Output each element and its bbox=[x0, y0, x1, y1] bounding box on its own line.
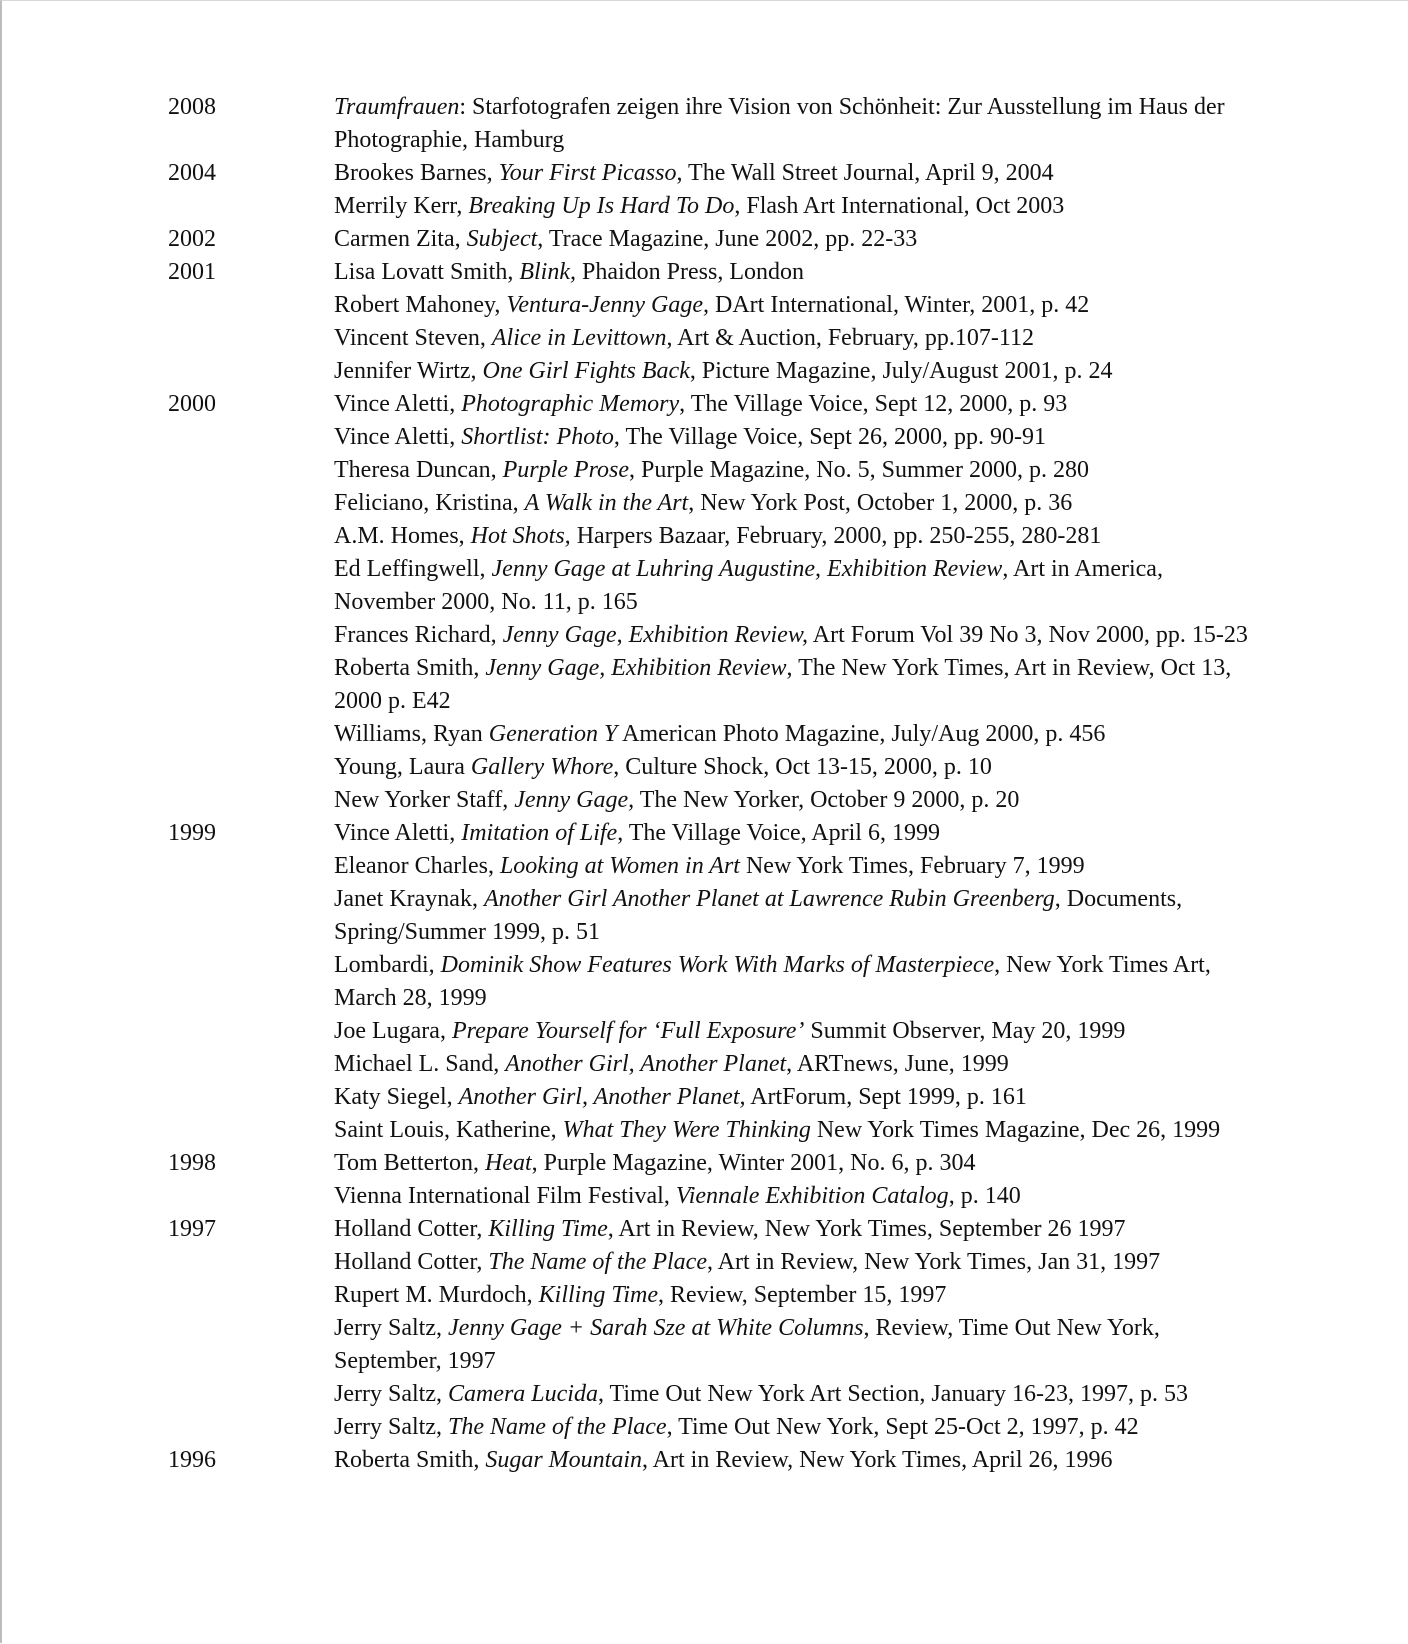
citation-text: , Review, Time Out New York, September, 1997 bbox=[334, 1315, 1160, 1374]
citation-text: , Art in Review, New York Times, Jan 31, 1997 bbox=[706, 1249, 1161, 1275]
entry-citation bbox=[334, 223, 1254, 256]
citation-text: , Flash Art International, Oct 2003 bbox=[734, 193, 1065, 219]
bibliography-entry bbox=[168, 388, 1268, 421]
entry-citation bbox=[334, 91, 1254, 157]
citation-text: Phaidon Press, London bbox=[575, 259, 804, 285]
bibliography-entry bbox=[168, 256, 1268, 289]
entry-citation bbox=[334, 487, 1254, 520]
bibliography-entry bbox=[168, 1147, 1268, 1180]
citation-text: , Purple Magazine, No. 5, Summer 2000, p. 280 bbox=[629, 457, 1089, 483]
citation-title: A Walk in the Art bbox=[524, 490, 689, 516]
entry-citation bbox=[334, 850, 1254, 883]
citation-text: Jerry Saltz, bbox=[334, 1315, 448, 1341]
citation-text: , Art & Auction, February, pp.107-112 bbox=[666, 325, 1035, 351]
citation-title: Killing Time bbox=[538, 1282, 659, 1308]
citation-text: , The Wall Street Journal, April 9, 2004 bbox=[676, 160, 1054, 186]
citation-text: , Purple Magazine, Winter 2001, No. 6, p. 304 bbox=[531, 1150, 976, 1176]
entry-citation bbox=[334, 1444, 1254, 1477]
citation-text: Brookes Barnes, bbox=[334, 160, 499, 186]
bibliography-entry bbox=[168, 1081, 1268, 1114]
entry-year: 2002 bbox=[168, 226, 216, 252]
citation-title: The Name of the Place bbox=[488, 1249, 707, 1275]
bibliography-list bbox=[168, 91, 1268, 1477]
entry-citation bbox=[334, 355, 1254, 388]
citation-text: Vince Aletti, bbox=[334, 820, 462, 846]
citation-title: Exhibition Review, bbox=[628, 622, 809, 648]
citation-text: Vince Aletti, bbox=[334, 391, 462, 417]
entry-citation bbox=[334, 190, 1254, 223]
citation-text: Young, Laura bbox=[334, 754, 471, 780]
bibliography-entry bbox=[168, 223, 1268, 256]
citation-text: Janet Kraynak, bbox=[334, 886, 484, 912]
citation-title: Alice in Levittown bbox=[491, 325, 667, 351]
citation-title: Hot Shots, bbox=[470, 523, 571, 549]
citation-text: Roberta Smith, bbox=[334, 655, 486, 681]
entry-citation bbox=[334, 553, 1254, 619]
citation-text: Ed Leffingwell, bbox=[334, 556, 492, 582]
entry-citation bbox=[334, 454, 1254, 487]
citation-text: Frances Richard, bbox=[334, 622, 503, 648]
citation-title: Purple Prose bbox=[502, 457, 630, 483]
entry-citation bbox=[334, 1378, 1254, 1411]
citation-text: Roberta Smith, bbox=[334, 1447, 486, 1473]
entry-year: 2001 bbox=[168, 259, 216, 285]
bibliography-entry bbox=[168, 1015, 1268, 1048]
citation-text: : Starfotografen zeigen ihre Vision von Schönheit: Zur Ausstellung im Haus der Photographie, Hamburg bbox=[334, 94, 1225, 153]
citation-text: DArt International, Winter, 2001, p. 42 bbox=[709, 292, 1090, 318]
entry-citation bbox=[334, 718, 1254, 751]
bibliography-entry bbox=[168, 1114, 1268, 1147]
bibliography-entry bbox=[168, 91, 1268, 157]
citation-text: The New Yorker, October 9 2000, p. 20 bbox=[634, 787, 1020, 813]
citation-text: , Trace Magazine, June 2002, pp. 22-33 bbox=[537, 226, 918, 252]
entry-citation bbox=[334, 1048, 1254, 1081]
entry-year: 1996 bbox=[168, 1447, 216, 1473]
citation-title: Camera Lucida bbox=[447, 1381, 598, 1407]
entry-year: 1997 bbox=[168, 1216, 216, 1242]
citation-text: Rupert M. Murdoch, bbox=[334, 1282, 539, 1308]
entry-citation bbox=[334, 1279, 1254, 1312]
citation-title: Traumfrauen bbox=[334, 94, 460, 120]
citation-text: , Time Out New York, Sept 25-Oct 2, 1997, p. 42 bbox=[666, 1414, 1139, 1440]
bibliography-entry bbox=[168, 751, 1268, 784]
citation-title: Your First Picasso bbox=[498, 160, 677, 186]
entry-year: 2004 bbox=[168, 160, 216, 186]
citation-title: Another Girl, Another Planet, bbox=[458, 1084, 746, 1110]
citation-title: Prepare Yourself for ‘Full Exposure’ bbox=[451, 1018, 805, 1044]
citation-text: , The New York Times, Art in Review, Oct 13, 2000 p. E42 bbox=[334, 655, 1232, 714]
citation-title: Killing Time bbox=[488, 1216, 608, 1242]
citation-text: Art Forum Vol 39 No 3, Nov 2000, pp. 15-23 bbox=[808, 622, 1248, 648]
citation-text: , New York Times Art, March 28, 1999 bbox=[334, 952, 1211, 1011]
entry-year: 2000 bbox=[168, 391, 216, 417]
citation-title: The Name of the Place bbox=[447, 1414, 667, 1440]
bibliography-entry bbox=[168, 1213, 1268, 1246]
citation-text: Merrily Kerr, bbox=[334, 193, 469, 219]
bibliography-entry bbox=[168, 289, 1268, 322]
entry-year: 2008 bbox=[168, 94, 216, 120]
citation-text: Katy Siegel, bbox=[334, 1084, 459, 1110]
entry-citation bbox=[334, 883, 1254, 949]
entry-citation bbox=[334, 619, 1254, 652]
entry-citation bbox=[334, 1246, 1254, 1279]
bibliography-entry bbox=[168, 487, 1268, 520]
citation-text: , The Village Voice, Sept 12, 2000, p. 93 bbox=[679, 391, 1068, 417]
entry-citation bbox=[334, 1411, 1254, 1444]
citation-text: New York Times Magazine, Dec 26, 1999 bbox=[810, 1117, 1221, 1143]
citation-title: Sugar Mountain bbox=[485, 1447, 642, 1473]
citation-text: Holland Cotter, bbox=[334, 1216, 489, 1242]
bibliography-entry bbox=[168, 784, 1268, 817]
bibliography-entry bbox=[168, 157, 1268, 190]
bibliography-entry bbox=[168, 1180, 1268, 1213]
citation-title: Another Girl, Another Planet bbox=[505, 1051, 787, 1077]
citation-text: , New York Post, October 1, 2000, p. 36 bbox=[688, 490, 1073, 516]
citation-title: Gallery Whore bbox=[470, 754, 614, 780]
citation-text: , Culture Shock, Oct 13-15, 2000, p. 10 bbox=[613, 754, 992, 780]
entry-citation bbox=[334, 421, 1254, 454]
bibliography-entry bbox=[168, 1411, 1268, 1444]
citation-text: Lombardi, bbox=[334, 952, 441, 978]
citation-text: Saint Louis, Katherine, bbox=[334, 1117, 563, 1143]
entry-citation bbox=[334, 256, 1254, 289]
bibliography-entry bbox=[168, 1048, 1268, 1081]
citation-title: Subject bbox=[466, 226, 538, 252]
citation-title: Shortlist: Photo bbox=[461, 424, 614, 450]
citation-text: American Photo Magazine, July/Aug 2000, p. 456 bbox=[617, 721, 1106, 747]
entry-citation bbox=[334, 1081, 1254, 1114]
citation-text: Williams, Ryan bbox=[334, 721, 489, 747]
citation-text: Vince Aletti, bbox=[334, 424, 462, 450]
entry-citation bbox=[334, 949, 1254, 1015]
citation-text: Carmen Zita, bbox=[334, 226, 467, 252]
citation-text: , p. 140 bbox=[948, 1183, 1021, 1209]
citation-text: Jerry Saltz, bbox=[334, 1414, 448, 1440]
citation-text: Michael L. Sand, bbox=[334, 1051, 506, 1077]
citation-title: Jenny Gage bbox=[502, 622, 617, 648]
citation-text: Vienna International Film Festival, bbox=[334, 1183, 676, 1209]
entry-citation bbox=[334, 784, 1254, 817]
bibliography-entry bbox=[168, 520, 1268, 553]
citation-text: , The Village Voice, Sept 26, 2000, pp. 90-91 bbox=[613, 424, 1046, 450]
bibliography-entry bbox=[168, 817, 1268, 850]
citation-text: , ARTnews, June, 1999 bbox=[786, 1051, 1009, 1077]
entry-citation bbox=[334, 388, 1254, 421]
citation-text: Tom Betterton, bbox=[334, 1150, 485, 1176]
citation-text: New Yorker Staff, bbox=[334, 787, 515, 813]
entry-citation bbox=[334, 157, 1254, 190]
citation-text: Holland Cotter, bbox=[334, 1249, 489, 1275]
citation-text: Eleanor Charles, bbox=[334, 853, 500, 879]
citation-title: Heat bbox=[484, 1150, 532, 1176]
citation-title: Imitation of Life bbox=[461, 820, 618, 846]
bibliography-entry bbox=[168, 1378, 1268, 1411]
entry-citation bbox=[334, 1147, 1254, 1180]
citation-text: Feliciano, Kristina, bbox=[334, 490, 525, 516]
entry-citation bbox=[334, 652, 1254, 718]
citation-text: A.M. Homes, bbox=[334, 523, 471, 549]
citation-text: , bbox=[616, 622, 629, 648]
citation-title: Breaking Up Is Hard To Do bbox=[468, 193, 735, 219]
citation-text: , The Village Voice, April 6, 1999 bbox=[617, 820, 940, 846]
bibliography-entry bbox=[168, 619, 1268, 652]
entry-citation bbox=[334, 520, 1254, 553]
entry-citation bbox=[334, 817, 1254, 850]
bibliography-entry bbox=[168, 1279, 1268, 1312]
entry-citation bbox=[334, 1180, 1254, 1213]
citation-text: Jennifer Wirtz, bbox=[334, 358, 483, 384]
entry-citation bbox=[334, 289, 1254, 322]
bibliography-entry bbox=[168, 652, 1268, 718]
entry-citation bbox=[334, 1312, 1254, 1378]
bibliography-entry bbox=[168, 1246, 1268, 1279]
bibliography-entry bbox=[168, 1444, 1268, 1477]
bibliography-entry bbox=[168, 421, 1268, 454]
citation-text: , Picture Magazine, July/August 2001, p. 24 bbox=[689, 358, 1113, 384]
bibliography-entry bbox=[168, 454, 1268, 487]
citation-title: Jenny Gage, Exhibition Review bbox=[485, 655, 787, 681]
citation-text: Summit Observer, May 20, 1999 bbox=[804, 1018, 1126, 1044]
citation-text: , Art in America, November 2000, No. 11, p. 165 bbox=[334, 556, 1163, 615]
bibliography-entry bbox=[168, 850, 1268, 883]
citation-text: , Art in Review, New York Times, September 26 1997 bbox=[607, 1216, 1126, 1242]
citation-text: Vincent Steven, bbox=[334, 325, 492, 351]
citation-title: Looking at Women in Art bbox=[499, 853, 740, 879]
entry-year: 1998 bbox=[168, 1150, 216, 1176]
citation-text: New York Times, February 7, 1999 bbox=[739, 853, 1085, 879]
citation-title: Another Girl Another Planet at Lawrence Rubin Greenberg bbox=[483, 886, 1055, 912]
citation-text: Robert Mahoney, bbox=[334, 292, 507, 318]
bibliography-entry bbox=[168, 190, 1268, 223]
citation-title: Viennale Exhibition Catalog bbox=[675, 1183, 949, 1209]
citation-text: , Review, September 15, 1997 bbox=[658, 1282, 947, 1308]
citation-text: , Documents, Spring/Summer 1999, p. 51 bbox=[334, 886, 1183, 945]
entry-citation bbox=[334, 1213, 1254, 1246]
bibliography-entry bbox=[168, 1312, 1268, 1378]
bibliography-entry bbox=[168, 718, 1268, 751]
citation-text: Jerry Saltz, bbox=[334, 1381, 448, 1407]
citation-title: Ventura-Jenny Gage, bbox=[506, 292, 709, 318]
citation-text: Harpers Bazaar, February, 2000, pp. 250-255, 280-281 bbox=[570, 523, 1102, 549]
citation-title: Generation Y bbox=[488, 721, 618, 747]
citation-title: Blink, bbox=[519, 259, 576, 285]
citation-title: Jenny Gage at Luhring Augustine, Exhibition Review bbox=[491, 556, 1003, 582]
entry-citation bbox=[334, 751, 1254, 784]
bibliography-entry bbox=[168, 883, 1268, 949]
bibliography-entry bbox=[168, 322, 1268, 355]
bibliography-entry bbox=[168, 553, 1268, 619]
citation-title: What They Were Thinking bbox=[562, 1117, 811, 1143]
citation-text: ArtForum, Sept 1999, p. 161 bbox=[745, 1084, 1027, 1110]
entry-citation bbox=[334, 322, 1254, 355]
entry-year: 1999 bbox=[168, 820, 216, 846]
citation-title: Dominik Show Features Work With Marks of Masterpiece bbox=[440, 952, 995, 978]
citation-title: Jenny Gage, bbox=[514, 787, 635, 813]
bibliography-entry bbox=[168, 355, 1268, 388]
citation-text: Joe Lugara, bbox=[334, 1018, 452, 1044]
citation-text: Theresa Duncan, bbox=[334, 457, 503, 483]
entry-citation bbox=[334, 1015, 1254, 1048]
bibliography-entry bbox=[168, 949, 1268, 1015]
citation-text: , Art in Review, New York Times, April 26, 1996 bbox=[642, 1447, 1113, 1473]
citation-text: Lisa Lovatt Smith, bbox=[334, 259, 520, 285]
citation-title: One Girl Fights Back bbox=[482, 358, 690, 384]
citation-text: , Time Out New York Art Section, January 16-23, 1997, p. 53 bbox=[597, 1381, 1188, 1407]
entry-citation bbox=[334, 1114, 1254, 1147]
citation-title: Jenny Gage + Sarah Sze at White Columns bbox=[447, 1315, 864, 1341]
citation-title: Photographic Memory bbox=[461, 391, 680, 417]
